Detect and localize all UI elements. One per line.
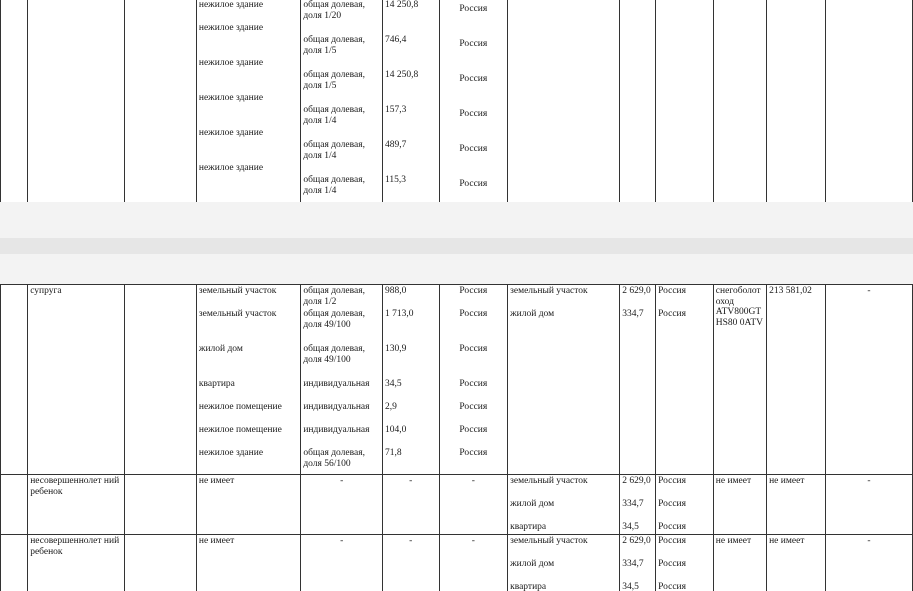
page-separator bbox=[0, 202, 913, 284]
cell-position bbox=[125, 285, 197, 475]
list-item: 115,3 bbox=[384, 175, 406, 185]
cell-used-country bbox=[656, 285, 714, 475]
list-item: земельный участок bbox=[198, 309, 277, 319]
cell-sources: - bbox=[825, 475, 912, 535]
list-item: нежилое здание bbox=[198, 0, 264, 10]
cell-area: - bbox=[382, 535, 439, 591]
list-item: 334,7 bbox=[622, 309, 644, 319]
list-item: Россия bbox=[459, 144, 488, 154]
cell-used-area bbox=[620, 535, 656, 591]
list-item: общая долевая, доля 56/100 bbox=[303, 448, 365, 469]
list-item: земельный участок bbox=[510, 536, 588, 546]
cell-ownership-type bbox=[301, 285, 383, 475]
list-item: нежилое помещение bbox=[198, 425, 282, 435]
cell-income: 213 581,02 bbox=[767, 285, 826, 475]
list-item: 157,3 bbox=[384, 105, 407, 115]
list-item: Россия bbox=[459, 379, 488, 389]
list-item: 334,7 bbox=[622, 499, 644, 509]
list-item: земельный участок bbox=[510, 476, 588, 486]
family-property-table bbox=[0, 284, 913, 591]
table-row bbox=[1, 475, 913, 535]
list-item: жилой дом bbox=[510, 309, 555, 319]
list-item: 14 250,8 bbox=[384, 70, 419, 80]
list-item: Россия bbox=[459, 39, 488, 49]
list-item: Россия bbox=[459, 425, 488, 435]
list-item: общая долевая, доля 1/2 bbox=[303, 286, 365, 307]
list-item: Россия bbox=[658, 536, 687, 546]
cell-sources bbox=[825, 0, 912, 202]
cell-vehicle bbox=[713, 0, 766, 202]
list-item: квартира bbox=[510, 582, 547, 591]
list-item: земельный участок bbox=[510, 286, 588, 296]
cell-owned-object bbox=[196, 285, 300, 475]
list-item: Россия bbox=[658, 582, 687, 591]
list-item: Россия bbox=[658, 286, 687, 296]
list-item: квартира bbox=[198, 379, 235, 389]
cell-vehicle: не имеет bbox=[713, 535, 766, 591]
cell-used-object bbox=[508, 535, 620, 591]
cell-owned-object: не имеет bbox=[196, 535, 300, 591]
list-item: земельный участок bbox=[198, 286, 277, 296]
list-item: общая долевая, доля 1/20 bbox=[303, 0, 365, 21]
cell-sources: - bbox=[825, 285, 912, 475]
property-table-continued bbox=[0, 0, 913, 202]
list-item: Россия bbox=[459, 309, 488, 319]
cell-area: - bbox=[382, 475, 439, 535]
list-item: Россия bbox=[658, 522, 687, 532]
cell-vehicle: снегоболотоход ATV800GTHS80 0ATV bbox=[713, 285, 766, 475]
list-item: Россия bbox=[459, 286, 488, 296]
list-item: 334,7 bbox=[622, 559, 644, 569]
list-item: общая долевая, доля 1/4 bbox=[303, 140, 365, 161]
list-item: Россия bbox=[459, 448, 488, 458]
list-item: Россия bbox=[459, 74, 488, 84]
cell-income: не имеет bbox=[767, 475, 826, 535]
cell-used-country bbox=[656, 0, 714, 202]
cell-relation: несовершеннолет ний ребенок bbox=[28, 475, 125, 535]
list-item: индивидуальная bbox=[303, 425, 370, 435]
list-item: нежилое здание bbox=[198, 23, 264, 33]
list-item: нежилое здание bbox=[198, 128, 264, 138]
cell-income bbox=[767, 0, 826, 202]
list-item: Россия bbox=[459, 402, 488, 412]
cell-position bbox=[125, 475, 197, 535]
cell-used-object bbox=[508, 475, 620, 535]
list-item: общая долевая, доля 1/5 bbox=[303, 35, 365, 56]
list-item: жилой дом bbox=[198, 344, 243, 354]
list-item: нежилое здание bbox=[198, 93, 264, 103]
cell-used-area bbox=[620, 0, 656, 202]
list-item: 34,5 bbox=[622, 522, 639, 532]
cell-position bbox=[125, 0, 197, 202]
cell-country bbox=[439, 0, 508, 202]
cell-relation: супруга bbox=[28, 285, 125, 475]
cell-ownership-type: - bbox=[301, 475, 383, 535]
cell-name bbox=[28, 0, 125, 202]
cell-number bbox=[1, 475, 28, 535]
list-item: 2 629,0 bbox=[622, 536, 651, 546]
cell-income: не имеет bbox=[767, 535, 826, 591]
list-item: Россия bbox=[459, 344, 488, 354]
cell-owned-object bbox=[196, 0, 300, 202]
list-item: общая долевая, доля 49/100 bbox=[303, 309, 365, 330]
list-item: общая долевая, доля 49/100 bbox=[303, 344, 365, 365]
list-item: 71,8 bbox=[384, 448, 402, 458]
cell-used-area bbox=[620, 285, 656, 475]
list-item: 988,0 bbox=[384, 286, 407, 296]
cell-area bbox=[382, 285, 439, 475]
cell-country: - bbox=[439, 535, 508, 591]
list-item: 489,7 bbox=[384, 140, 407, 150]
list-item: жилой дом bbox=[510, 499, 555, 509]
cell-sources: - bbox=[825, 535, 912, 591]
list-item: нежилое здание bbox=[198, 163, 264, 173]
cell-area bbox=[382, 0, 439, 202]
list-item: Россия bbox=[658, 559, 687, 569]
cell-owned-object: не имеет bbox=[196, 475, 300, 535]
list-item: нежилое помещение bbox=[198, 402, 282, 412]
cell-number bbox=[1, 0, 28, 202]
list-item: 2 629,0 bbox=[622, 286, 651, 296]
cell-vehicle: не имеет bbox=[713, 475, 766, 535]
cell-ownership-type: - bbox=[301, 535, 383, 591]
list-item: квартира bbox=[510, 522, 547, 532]
table-row bbox=[1, 285, 913, 475]
list-item: 130,9 bbox=[384, 344, 407, 354]
list-item: Россия bbox=[459, 4, 488, 14]
cell-country: - bbox=[439, 475, 508, 535]
separator-band bbox=[0, 238, 913, 254]
cell-number bbox=[1, 285, 28, 475]
cell-used-area bbox=[620, 475, 656, 535]
cell-used-country bbox=[656, 475, 714, 535]
list-item: Россия bbox=[459, 109, 488, 119]
document-page-bottom bbox=[0, 284, 913, 591]
cell-used-object bbox=[508, 0, 620, 202]
table-row bbox=[1, 535, 913, 591]
cell-number bbox=[1, 535, 28, 591]
cell-ownership-type bbox=[301, 0, 383, 202]
list-item: 14 250,8 bbox=[384, 0, 419, 10]
list-item: 2,9 bbox=[384, 402, 397, 412]
list-item: Россия bbox=[658, 309, 687, 319]
list-item: 2 629,0 bbox=[622, 476, 651, 486]
cell-position bbox=[125, 535, 197, 591]
list-item: 34,5 bbox=[622, 582, 639, 591]
list-item: общая долевая, доля 1/4 bbox=[303, 105, 365, 126]
list-item: 34,5 bbox=[384, 379, 402, 389]
document-page-top bbox=[0, 0, 913, 202]
list-item: жилой дом bbox=[510, 559, 555, 569]
list-item: нежилое здание bbox=[198, 58, 264, 68]
table-row bbox=[1, 0, 913, 202]
cell-relation: несовершеннолет ний ребенок bbox=[28, 535, 125, 591]
list-item: общая долевая, доля 1/4 bbox=[303, 175, 365, 196]
list-item: общая долевая, доля 1/5 bbox=[303, 70, 365, 91]
list-item: 1 713,0 bbox=[384, 309, 414, 319]
list-item: индивидуальная bbox=[303, 402, 370, 412]
list-item: 746,4 bbox=[384, 35, 407, 45]
cell-used-country bbox=[656, 535, 714, 591]
list-item: индивидуальная bbox=[303, 379, 370, 389]
list-item: Россия bbox=[459, 179, 488, 189]
cell-used-object bbox=[508, 285, 620, 475]
list-item: Россия bbox=[658, 476, 687, 486]
list-item: 104,0 bbox=[384, 425, 407, 435]
cell-country bbox=[439, 285, 508, 475]
list-item: Россия bbox=[658, 499, 687, 509]
list-item: нежилое здание bbox=[198, 448, 264, 458]
